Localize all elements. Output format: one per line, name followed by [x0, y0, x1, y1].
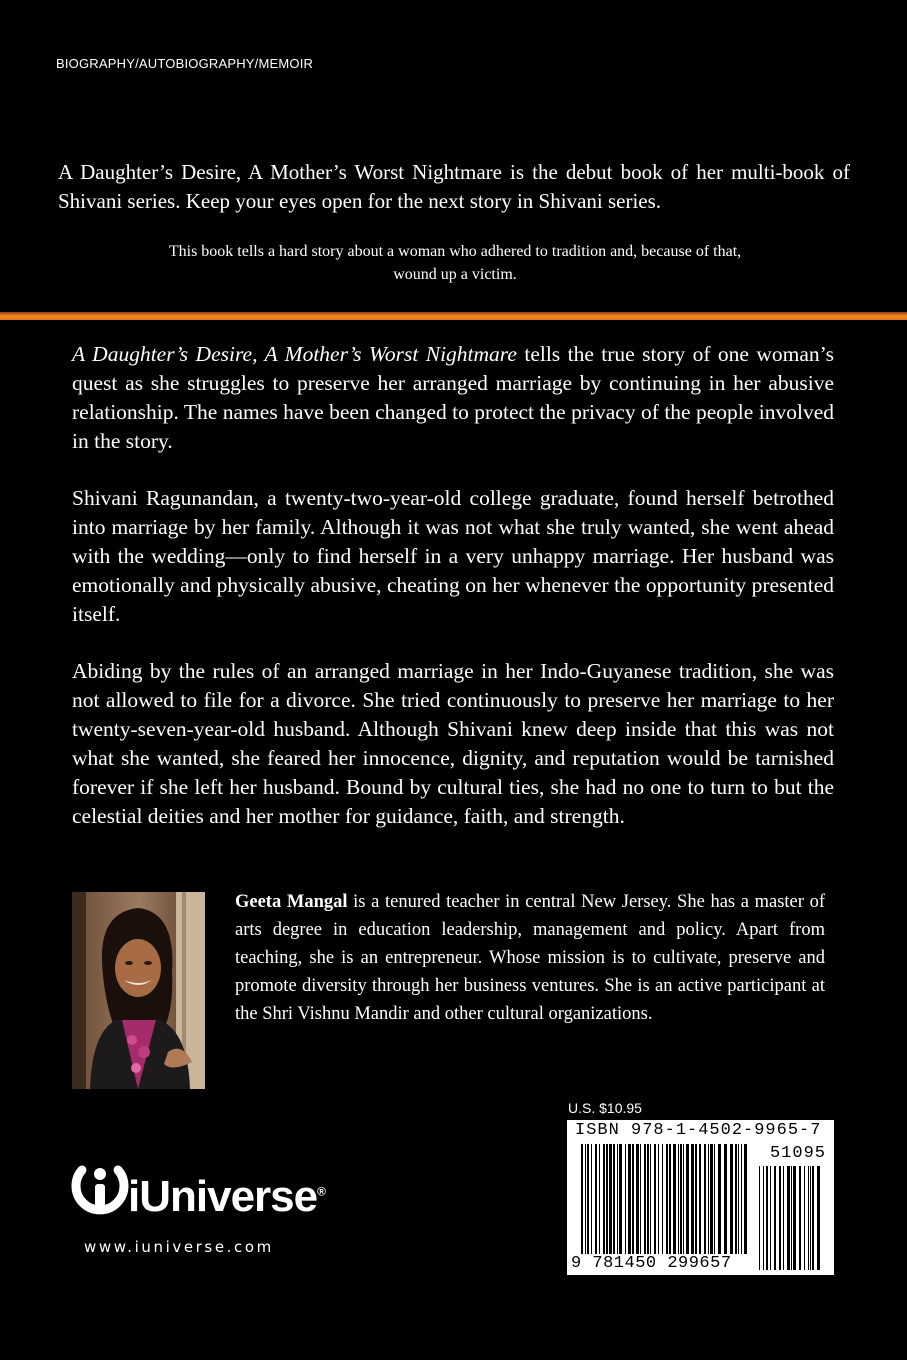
- synopsis: [72, 340, 834, 859]
- isbn-barcode: [567, 1120, 834, 1275]
- barcode-bar: [710, 1144, 713, 1254]
- barcode-bar: [666, 1144, 668, 1254]
- iuniverse-logo-icon: [70, 1162, 130, 1227]
- barcode-bar: [640, 1144, 641, 1254]
- barcode-bars: [567, 1120, 834, 1275]
- barcode-bar: [808, 1166, 809, 1270]
- barcode-bar: [779, 1166, 781, 1270]
- barcode-bar: [619, 1144, 622, 1254]
- barcode-bar: [738, 1144, 739, 1254]
- barcode-bar: [617, 1144, 618, 1254]
- barcode-bar: [585, 1144, 586, 1254]
- synopsis-paragraph-3: Abiding by the rules of an arranged marriage in her Indo-Guyanese tradition, she was not allowed to file for a divorce. She tried continuously to preserve her marriage to her twenty-seven-year-old husband. Although Shivani knew deep inside that this was not what she wanted, she feared her innocence, dignity, and reputation would be tarnished forever if she left her husband. Bound by cultural ties, she had no one to turn to but the celestial deities and her mother for guidance, faith, and strength.: [72, 659, 834, 828]
- barcode-bar: [686, 1144, 689, 1254]
- book-title: A Daughter’s Desire, A Mother’s Worst Nightmare: [72, 342, 517, 366]
- barcode-bar: [650, 1144, 651, 1254]
- series-intro: A Daughter’s Desire, A Mother’s Worst Nightmare is the debut book of her multi-book of Shivani series. Keep your eyes open for the next story in Shivani series.: [58, 160, 850, 213]
- barcode-bar: [609, 1144, 612, 1254]
- barcode-bar: [595, 1144, 597, 1254]
- barcode-bar: [662, 1144, 663, 1254]
- barcode-bar: [683, 1144, 684, 1254]
- barcode-bar: [658, 1144, 659, 1254]
- barcode-bar: [636, 1144, 639, 1254]
- author-bio: [235, 888, 825, 1028]
- publisher-website: www.iuniverse.com: [84, 1238, 274, 1256]
- publisher-name: iUniverse®: [128, 1172, 325, 1221]
- price-label: U.S. $10.95: [568, 1100, 642, 1116]
- author-photo: [72, 892, 205, 1089]
- book-note-line-1: This book tells a hard story about a woman who adhered to tradition and, because of that,: [168, 243, 742, 260]
- barcode-bar: [724, 1144, 727, 1254]
- barcode-bar: [787, 1166, 790, 1270]
- barcode-bar: [654, 1144, 656, 1254]
- synopsis-paragraph-1: [72, 340, 834, 456]
- barcode-bar: [774, 1166, 776, 1270]
- barcode-bar: [714, 1144, 715, 1254]
- barcode-bar: [735, 1144, 737, 1254]
- orange-divider: [0, 310, 907, 322]
- barcode-bar: [644, 1144, 646, 1254]
- price-code: 51095: [769, 1144, 826, 1163]
- isbn-number: ISBN 978-1-4502-9965-7: [575, 1121, 822, 1140]
- barcode-bar: [783, 1166, 784, 1270]
- barcode-bar: [741, 1144, 742, 1254]
- barcode-bar: [817, 1166, 820, 1270]
- barcode-bar: [587, 1144, 589, 1254]
- ean-digits: 9 781450 299657: [571, 1254, 732, 1273]
- book-note: [90, 240, 820, 286]
- book-note-line-2: wound up a victim.: [393, 266, 517, 283]
- barcode-bar: [763, 1166, 764, 1270]
- barcode-bar: [669, 1144, 671, 1254]
- barcode-bar: [613, 1144, 615, 1254]
- barcode-bar: [810, 1166, 811, 1270]
- barcode-bar: [673, 1144, 676, 1254]
- barcode-bar: [759, 1166, 760, 1270]
- barcode-bar: [766, 1166, 768, 1270]
- barcode-bar: [691, 1144, 694, 1254]
- category-label: BIOGRAPHY/AUTOBIOGRAPHY/MEMOIR: [56, 56, 314, 71]
- author-bio-text: is a tenured teacher in central New Jersey. She has a master of arts degree in education leadership, management and policy. Apart from teaching, she is an entrepreneur. Whose mission is to cultivate, preserve and promote diversity through her business ventures. She is an active participant at the Shri Vishnu Mandir and other cultural organizations.: [235, 892, 825, 1024]
- registered-mark: ®: [317, 1184, 325, 1199]
- barcode-bar: [699, 1144, 701, 1254]
- barcode-bar: [718, 1144, 721, 1254]
- barcode-bar: [632, 1144, 634, 1254]
- barcode-bar: [625, 1144, 626, 1254]
- author-name: Geeta Mangal: [235, 892, 348, 912]
- barcode-bar: [599, 1144, 600, 1254]
- barcode-bar: [678, 1144, 679, 1254]
- barcode-bar: [770, 1166, 771, 1270]
- barcode-bar: [581, 1144, 583, 1254]
- barcode-bar: [708, 1144, 709, 1254]
- barcode-bar: [603, 1144, 605, 1254]
- synopsis-paragraph-2: Shivani Ragunandan, a twenty-two-year-old college graduate, found herself betrothed into marriage by her family. Although it was not what she truly wanted, she went ahead with the wedding—only to find herself in a very unhappy marriage. Her husband was emotionally and physically abusive, cheating on her whenever the opportunity presented itself.: [72, 486, 834, 626]
- barcode-bar: [606, 1144, 608, 1254]
- barcode-bar: [704, 1144, 706, 1254]
- barcode-bar: [799, 1166, 801, 1270]
- barcode-bar: [804, 1166, 805, 1270]
- barcode-bar: [791, 1166, 792, 1270]
- barcode-bar: [695, 1144, 697, 1254]
- barcode-bar: [812, 1166, 814, 1270]
- barcode-bar: [744, 1144, 747, 1254]
- synopsis-paragraph-1-text: tells the true story of one woman’s quest as she struggles to preserve her arranged marriage by continuing in her abusive relationship. The names have been changed to protect the privacy of the people involved in the story.: [72, 342, 834, 453]
- barcode-bar: [793, 1166, 796, 1270]
- barcode-bar: [591, 1144, 592, 1254]
- barcode-bar: [628, 1144, 631, 1254]
- barcode-bar: [647, 1144, 649, 1254]
- barcode-bar: [680, 1144, 682, 1254]
- barcode-bar: [730, 1144, 733, 1254]
